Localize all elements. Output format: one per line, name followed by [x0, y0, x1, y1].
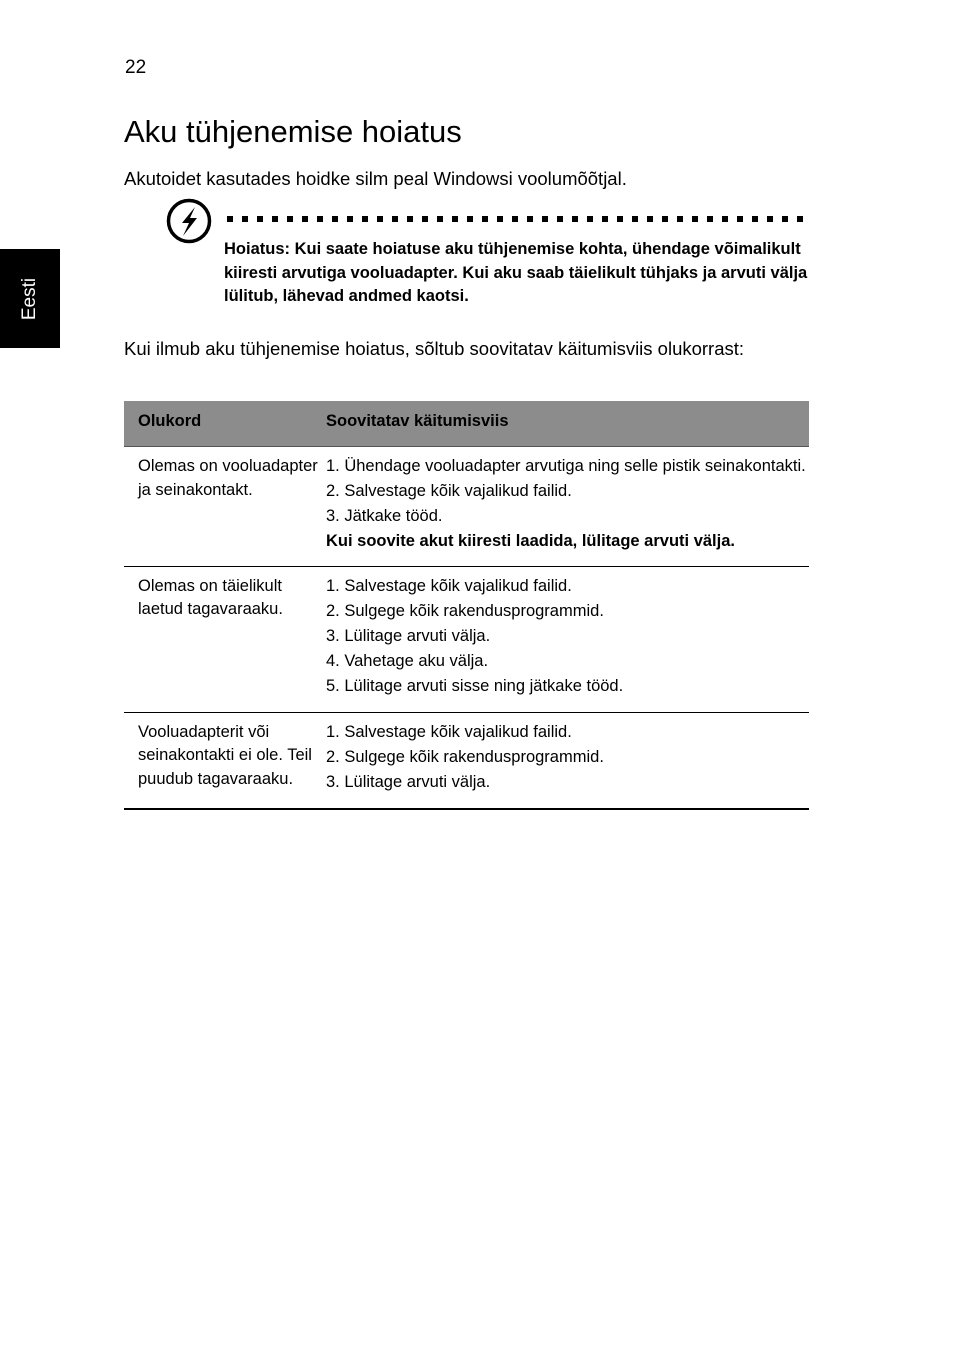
situation-cell: Vooluadapterit või seinakontakti ei ole. Teil puudub tagavaraaku. — [124, 712, 326, 809]
page-number: 22 — [125, 57, 147, 78]
step-note: Kui soovite akut kiiresti laadida, lülitage arvuti välja. — [326, 532, 735, 550]
step-item: 2. Sulgege kõik rakendusprogrammid. — [326, 601, 604, 620]
table-row — [124, 447, 809, 567]
language-tab — [0, 249, 60, 348]
step-item: 2. Sulgege kõik rakendusprogrammid. — [326, 747, 604, 766]
table-header-row — [124, 401, 809, 447]
battery-action-table — [124, 401, 809, 810]
table-row — [124, 712, 809, 809]
warning-divider — [227, 216, 809, 222]
step-item: 3. Lülitage arvuti välja. — [326, 772, 491, 791]
warning-bolt-icon — [166, 198, 212, 244]
intro-text: Akutoidet kasutades hoidke silm peal Windowsi voolumõõtjal. — [124, 168, 627, 189]
situation-cell: Olemas on täielikult laetud tagavaraaku. — [124, 566, 326, 712]
step-item: 1. Salvestage kõik vajalikud failid. — [326, 722, 572, 741]
page-title: Aku tühjenemise hoiatus — [124, 114, 462, 149]
lead-text: Kui ilmub aku tühjenemise hoiatus, sõltub soovitatav käitumisviis olukorrast: — [124, 338, 745, 359]
step-item: 3. Jätkake tööd. — [326, 507, 443, 525]
step-item: 1. Ühendage vooluadapter arvutiga ning selle pistik seinakontakti. — [326, 457, 806, 475]
action-cell — [326, 566, 809, 712]
warning-text: Hoiatus: Kui saate hoiatuse aku tühjenemise kohta, ühendage võimalikult kiiresti arvutiga vooluadapter. Kui aku saab täielikult tühjaks ja arvuti välja lülitub, lähevad andmed kaotsi. — [224, 240, 808, 305]
header-situation: Olukord — [124, 401, 326, 447]
step-item: 2. Salvestage kõik vajalikud failid. — [326, 482, 572, 500]
table-row — [124, 566, 809, 712]
action-cell — [326, 712, 809, 809]
step-item: 1. Salvestage kõik vajalikud failid. — [326, 576, 572, 595]
step-item: 4. Vahetage aku välja. — [326, 651, 489, 670]
situation-cell: Olemas on vooluadapter ja seinakontakt. — [124, 447, 326, 567]
language-tab-label: Eesti — [19, 277, 40, 320]
step-item: 3. Lülitage arvuti välja. — [326, 626, 491, 645]
step-item: 5. Lülitage arvuti sisse ning jätkake tööd. — [326, 676, 624, 695]
header-action: Soovitatav käitumisviis — [326, 401, 809, 447]
action-cell — [326, 447, 809, 567]
